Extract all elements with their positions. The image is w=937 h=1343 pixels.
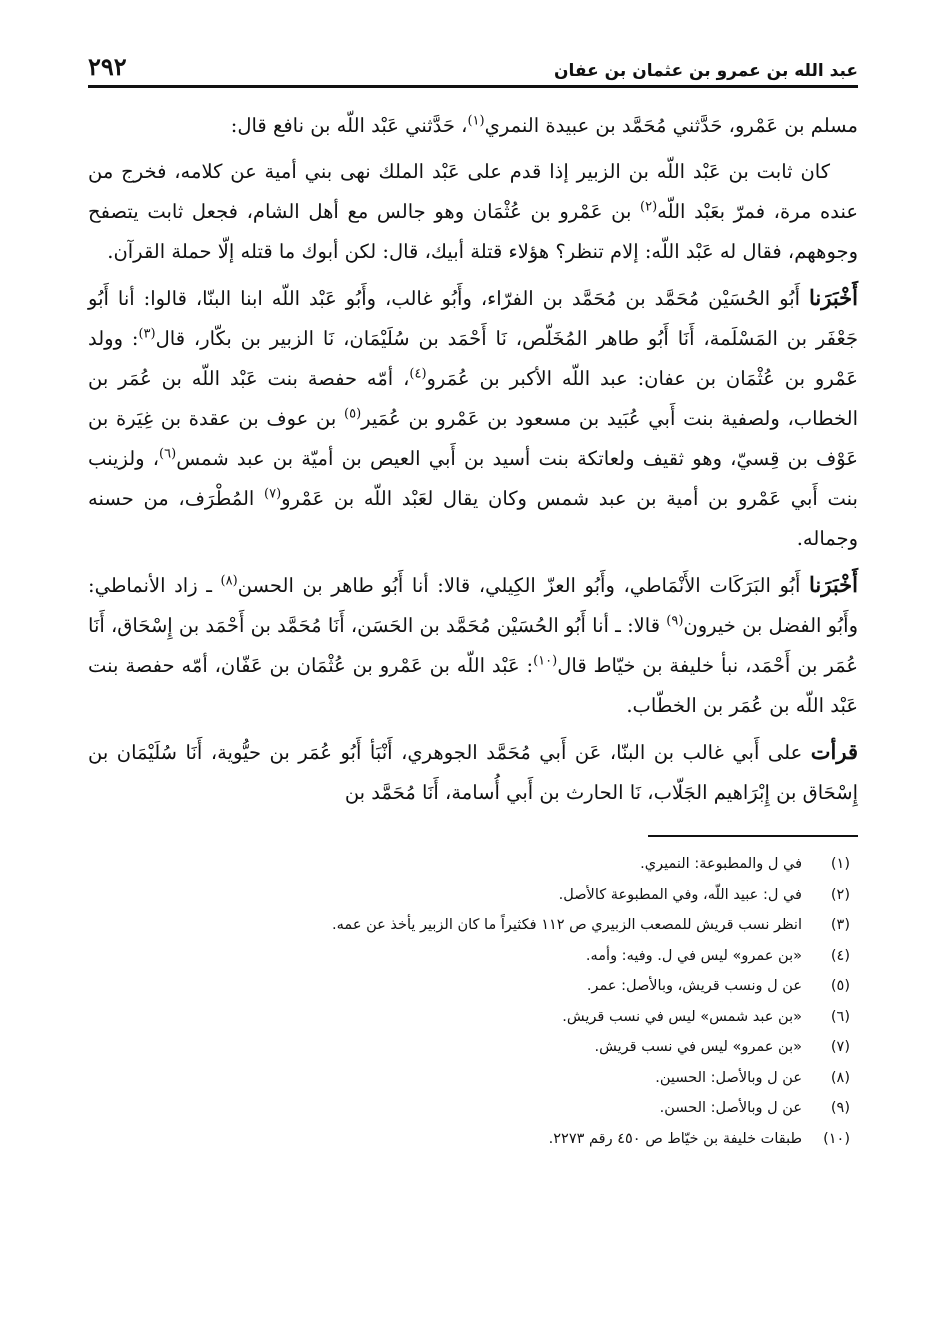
text-run: مسلم بن عَمْرو، حَدَّثني مُحَمَّد بن عبيدة النمري <box>484 114 858 137</box>
text-run: المُطْرَف، من حسنه وجماله. <box>88 487 858 550</box>
footnote-number: (٨) <box>830 1069 850 1086</box>
footnote-reference: (٦) <box>159 446 177 462</box>
text-run: بن عَمْرو بن عُثْمَان وهو جالس مع أهل الشام، فجعل ثابت يتصفح وجوههم، فقال له عَبْد اللّه: إلام تنظر؟ هؤلاء قتلة أبيك، قال: لكن أبوك ما قتله إلّا حملة القرآن. <box>88 200 858 263</box>
footnote-reference: (٤) <box>409 366 427 382</box>
footnote-text: عن ل ونسب قريش، وبالأصل: عمر. <box>586 978 802 994</box>
footnote <box>88 941 850 972</box>
footnote-number: (٢) <box>830 886 850 903</box>
footnote-text: «بن عمرو» ليس في نسب قريش. <box>594 1039 802 1055</box>
paragraph <box>88 152 858 272</box>
footnote-text: «بن عمرو» ليس في ل. وفيه: وأمه. <box>585 947 802 964</box>
footnote-reference: (٢) <box>640 199 658 215</box>
footnote-number: (١) <box>830 856 850 872</box>
paragraph <box>88 732 858 813</box>
paragraph-lead-word: أَخْبَرَنا <box>809 572 858 597</box>
text-run: كان ثابت بن عَبْد اللّه بن الزبير إذا قدم على عَبْد الملك نهى بني أمية عن كلامه، فخرج من عنده مرة، فمرّ بعَبْد اللّه <box>88 160 858 223</box>
footnote-number: (١٠) <box>823 1130 850 1147</box>
footnote <box>88 1002 850 1033</box>
text-run: ـ زاد الأنماطي: وأَبُو الفضل بن خيرون <box>88 574 859 637</box>
text-run: : عَبْد اللّه بن عَمْرو بن عُثْمَان بن عَفّان، أمّه حفصة بنت عَبْد اللّه بن عُمَر بن الخطّاب. <box>88 654 858 717</box>
main-text <box>88 106 858 813</box>
text-run: على أَبي غالب بن البنّا، عَن أَبي مُحَمَّد الجوهري، أَنْبَأ أَبُو عُمَر بن حيُّوية، أَنَا سُلَيْمَان بن إِسْحَاق بن إِبْرَاهيم الجَلّاب، نَا الحارث بن أَبي أُسامة، أَنَا مُحَمَّد بن <box>88 741 858 804</box>
footnote <box>88 1063 850 1094</box>
footnote <box>88 1093 850 1124</box>
text-run: بن عوف بن عقدة بن غِيَرة بن عَوْف بن قِسيّ، وهو ثقيف ولعاتكة بنت أسيد بن أَبي العيص بن أميّة بن عبد شمس <box>88 407 858 470</box>
footnote-separator <box>648 835 858 837</box>
text-run: ، ولزينب بنت أَبي عَمْرو بن أمية بن عبد شمس وكان يقال لعَبْد اللّه بن عَمْرو <box>88 447 858 510</box>
footnote-number: (٩) <box>830 1100 850 1116</box>
footnote-reference: (١٠) <box>533 653 558 669</box>
footnote-reference: (٥) <box>344 406 362 422</box>
footnote-text: انظر نسب قريش للمصعب الزبيري ص ١١٢ فكثيراً ما كان الزبير يأخذ عن عمه. <box>332 917 802 933</box>
paragraph-lead-word: قرأت <box>810 739 858 764</box>
page <box>88 50 858 1154</box>
footnote-text: عن ل وبالأصل: الحسين. <box>655 1069 802 1086</box>
footnote-number: (٤) <box>830 947 850 964</box>
footnotes <box>88 849 858 1154</box>
footnote <box>88 1032 850 1063</box>
footnote-reference: (٧) <box>264 486 282 502</box>
running-title: عبد الله بن عمرو بن عثمان بن عفان <box>553 61 858 81</box>
footnote-text: في ل والمطبوعة: النميري. <box>640 856 802 872</box>
text-run: ، أمّه حفصة بنت عَبْد اللّه بن عُمَر بن الخطاب، ولصفية بنت أَبي عُبَيد بن مسعود بن عَمْرو بن عُمَير <box>88 367 858 430</box>
page-header <box>88 50 858 88</box>
text-run: أَبُو البَرَكَات الأَنْمَاطي، وأَبُو العزّ الكِيلي، قالا: أنا أَبُو طاهر بن الحسن <box>237 574 810 597</box>
text-run: : وولد عَمْرو بن عُثْمَان بن عفان: عبد اللّه الأكبر بن عُمَرو <box>88 327 858 390</box>
footnote-reference: (٨) <box>220 573 238 589</box>
paragraph <box>88 278 858 559</box>
text-run: أَبُو الحُسَيْن مُحَمَّد بن مُحَمَّد بن الفرّاء، وأَبُو غالب، وأَبُو عَبْد اللّه ابنا البنّا، قالوا: أنا أَبُو جَعْفَر بن المَسْلَمة، أَنَا أَبُو طاهر المُخَلّص، نَا أَحْمَد بن سُلَيْمَان، نَا الزبير بن بكّار، قال <box>88 287 858 350</box>
footnote <box>88 910 850 941</box>
footnote-text: طبقات خليفة بن خيّاط ص ٤٥٠ رقم ٢٢٧٣. <box>548 1130 802 1147</box>
text-run: قالا: ـ أنا أَبُو الحُسَيْن مُحَمَّد بن الحَسَن، أَنَا مُحَمَّد بن أَحْمَد بن إِسْحَاق، أَنَا عُمَر بن أَحْمَد، نبأ خليفة بن خيّاط قال <box>88 614 858 677</box>
footnote-reference: (١) <box>467 113 485 129</box>
footnote-text: «بن عبد شمس» ليس في نسب قريش. <box>562 1008 802 1025</box>
paragraph <box>88 106 858 146</box>
paragraph <box>88 565 858 726</box>
footnote <box>88 880 850 911</box>
paragraph-lead-word: أَخْبَرَنا <box>809 285 858 310</box>
footnote-reference: (٣) <box>138 326 156 342</box>
footnote-number: (٦) <box>830 1008 850 1025</box>
footnote-number: (٥) <box>830 978 850 994</box>
footnote <box>88 849 850 880</box>
footnote-number: (٧) <box>830 1039 850 1055</box>
footnote-text: عن ل وبالأصل: الحسن. <box>659 1100 802 1116</box>
footnote <box>88 1124 850 1155</box>
footnote-reference: (٩) <box>666 613 684 629</box>
footnote <box>88 971 850 1002</box>
footnote-text: في ل: عبيد اللّه، وفي المطبوعة كالأصل. <box>558 886 802 903</box>
page-number: ٢٩٢ <box>88 52 127 81</box>
text-run: ، حَدَّثني عَبْد اللّه بن نافع قال: <box>230 114 468 137</box>
footnote-number: (٣) <box>830 917 850 933</box>
